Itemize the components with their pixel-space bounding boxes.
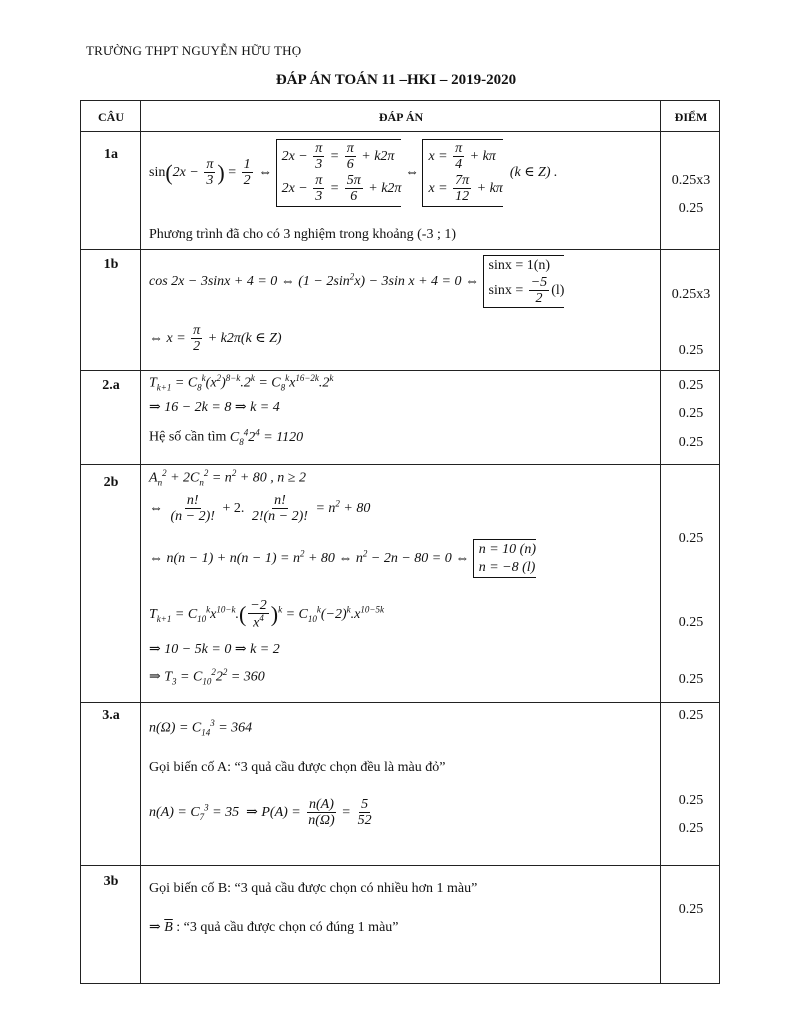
frac-den: 3 — [315, 157, 323, 173]
points: 0.25 — [678, 343, 704, 358]
points: 0.25 — [678, 672, 704, 687]
row-label: 3b — [103, 874, 119, 889]
frac-den: n(Ω) — [308, 813, 335, 829]
frac-den: 2 — [193, 339, 201, 355]
frac-num: π — [315, 172, 323, 188]
points: 0.25 — [678, 821, 704, 836]
frac-den: 4 — [455, 157, 463, 173]
frac-num: n! — [186, 493, 199, 508]
frac-den: 12 — [455, 189, 470, 205]
answer-line: Phương trình đã cho có 3 nghiệm trong khoảng (-3 ; 1) — [149, 227, 456, 242]
frac-den: 6 — [346, 157, 354, 173]
points: 0.25x3 — [671, 287, 711, 302]
points: 0.25 — [678, 615, 704, 630]
frac-den: $x^4$ — [253, 613, 264, 632]
row-divider — [81, 370, 719, 371]
answer-line: ⇒ $\overline{B}$ : “3 quả cầu được chọn có đúng 1 màu” — [149, 920, 399, 935]
row-label: 1a — [104, 147, 118, 162]
frac-num: 5 — [361, 797, 369, 812]
frac-den: 52 — [357, 813, 372, 829]
points: 0.25 — [678, 902, 704, 917]
points: 0.25 — [678, 708, 704, 723]
points: 0.25 — [678, 435, 704, 450]
frac-num: −2 — [250, 598, 267, 613]
row-divider — [81, 249, 719, 250]
frac-den: 2 — [535, 290, 543, 306]
points: 0.25 — [678, 378, 704, 393]
header-cau: CÂU — [98, 110, 124, 124]
header-diem: ĐIỂM — [674, 110, 708, 124]
frac-num: π — [206, 156, 214, 172]
row-label: 3.a — [102, 708, 120, 723]
answer-line: ⇒ 10 − 5k = 0 ⇒ k = 2 — [149, 642, 280, 657]
answer-line: $n(A) = C_7^3 = 35$ ⇒ P(A) = $\frac{n(A)}{n(\Omega)}$ = $\frac{5}{52}$ — [149, 797, 372, 829]
answer-line: Gọi biến cố A: “3 quả cầu được chọn đều là màu đỏ” — [149, 760, 446, 775]
answer-line: ⇒ 16 − 2k = 8 ⇒ k = 4 — [149, 400, 280, 415]
answer-line: cos 2x − 3sinx + 4 = 0 ⇔ $(1 - 2\sin^2x) - 3\sin$ x + 4 = 0 ⇔ sinx = 1(n) sinx = $\frac{-5}{2}$ (l) — [149, 255, 564, 308]
frac-den: (n − 2)! — [170, 509, 215, 525]
answer-line: $T_{k+1} = C_8^k(x^2)^{8-k}.2^k = C_8^kx^{16-2k}.2^k$ — [149, 373, 334, 393]
frac-den: 3 — [206, 173, 214, 189]
answer-table — [80, 100, 720, 984]
answer-line: ⇒ $T_3 = C_{10}^22^2 = 360$ — [149, 667, 265, 687]
points: 0.25 — [678, 201, 704, 216]
frac-den: 2!(n − 2)! — [251, 509, 308, 525]
frac-num: −5 — [530, 274, 548, 290]
answer-line: ⇔ x = $\frac{\pi}{2}$ + k2π(k ∈ Z) — [149, 323, 282, 355]
column-divider — [140, 101, 141, 983]
answer-line: $A_n^2 + 2C_n^2 = n^2 + 80$ , n ≥ 2 — [149, 468, 306, 488]
frac-num: 7π — [455, 172, 470, 188]
frac-num: π — [346, 141, 354, 156]
row-divider — [81, 464, 719, 465]
answer-line: Hệ số cần tìm $C_8^42^4 = 1120$ — [149, 427, 304, 447]
points: 0.25 — [678, 406, 704, 421]
frac-den: 3 — [315, 189, 323, 205]
row-divider — [81, 131, 719, 132]
answer-line: $n(\Omega) = C_{14}^3 = 364$ — [149, 718, 253, 738]
frac-num: π — [455, 141, 463, 156]
page-title: ĐÁP ÁN TOÁN 11 –HKI – 2019-2020 — [275, 72, 517, 88]
frac-den: 2 — [243, 173, 251, 189]
row-divider — [81, 702, 719, 703]
row-label: 2.a — [102, 378, 120, 393]
points: 0.25 — [678, 531, 704, 546]
school-name: TRƯỜNG THPT NGUYỄN HỮU THỌ — [86, 43, 302, 58]
answer-line: Gọi biến cố B: “3 quả cầu được chọn có nhiều hơn 1 màu” — [149, 881, 478, 896]
frac-num: 1 — [243, 156, 251, 172]
frac-num: n! — [274, 493, 286, 508]
answer-line: ⇔ $n(n - 1) + n(n - 1) = n^2 + 80$ ⇔ $n^2 - 2n - 80 = 0$ ⇔ n = 10 (n) n = −8 (l) — [149, 539, 536, 578]
frac-num: π — [193, 323, 201, 338]
points: 0.25x3 — [671, 173, 711, 188]
frac-den: 6 — [350, 189, 358, 205]
frac-num: π — [315, 141, 323, 156]
frac-num: n(A) — [309, 797, 334, 812]
answer-line: ⇔ $\frac{n!}{(n - 2)!}$ + 2. $\frac{n!}{2!(n - 2)!}$ = $n^2 + 80$ — [149, 493, 371, 525]
points: 0.25 — [678, 793, 704, 808]
row-divider — [81, 865, 719, 866]
header-dapan: ĐÁP ÁN — [378, 110, 424, 124]
row-label: 2b — [103, 475, 119, 490]
answer-line: $T_{k+1} = C_{10}^kx^{10-k}$.( $\frac{-2}{x^4}$ )$^k = C_{10}^k(-2)^k.x^{10-5k}$ — [149, 598, 384, 632]
row-label: 1b — [103, 257, 119, 272]
frac-num: 5π — [346, 172, 361, 188]
answer-line: sin(2x − $\frac{\pi}{3}$ ) = $\frac{1}{2}$ ⇔ 2x − $\frac{\pi}{3}$ = $\frac{\pi}{6}$ + k2π 2x − $\frac{\pi}{3}$ = $\frac{5\pi}{6}$ + k2π ⇔ x = $\frac{\pi}{4}$ + kπ x = $\frac{7\pi}{12}$ + kπ (k ∈ Z) . — [149, 139, 558, 207]
